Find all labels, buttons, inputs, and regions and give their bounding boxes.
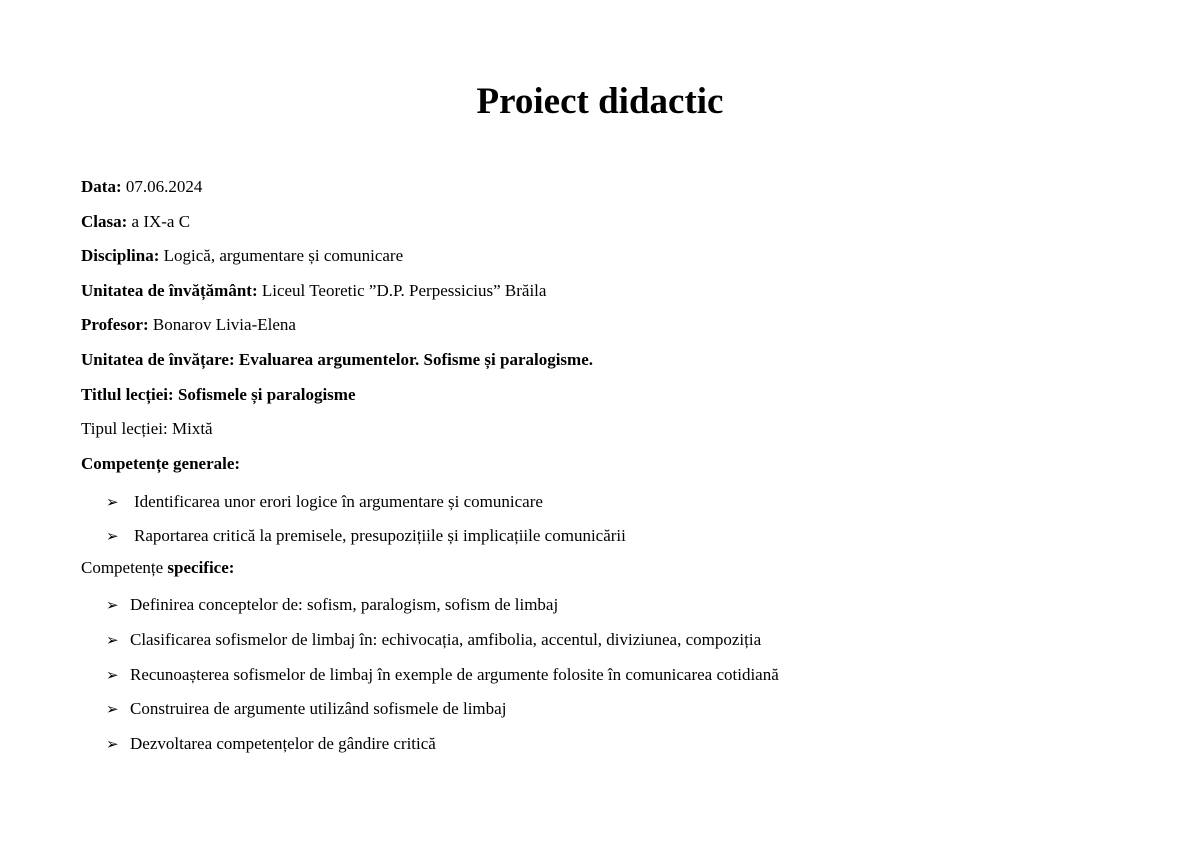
field-clasa-value: a IX-a C [131,211,191,231]
field-profesor-label: Profesor: [81,315,149,335]
list-item [81,727,1131,762]
field-unitatea-invatamant-value: Liceul Teoretic ”D.P. Perpessicius” Brăila [261,280,547,300]
list-item [81,623,1131,658]
field-titlul-lectiei [81,381,1131,416]
field-disciplina-value: Logică, argumentare și comunicare [163,246,404,266]
competenta-generala-text: Identificarea unor erori logice în argumentare și comunicare [134,491,543,511]
competenta-specifica-text: Construirea de argumente utilizând sofismele de limbaj [130,699,507,719]
competente-specifice-heading-bold: specifice: [167,557,235,577]
field-clasa-label: Clasa: [81,211,128,231]
field-unitatea-invatare-label: Unitatea de învățare: [81,349,235,369]
field-data-label: Data: [81,177,122,196]
competenta-specifica-text: Definirea conceptelor de: sofism, paralogism, sofism de limbaj [130,595,559,615]
competente-specifice-heading [81,554,1131,589]
field-unitatea-invatamant-label: Unitatea de învățământ: [81,280,258,300]
field-titlul-lectiei-value: Sofismele și paralogisme [177,384,356,404]
competenta-specifica-text: Recunoașterea sofismelor de limbaj în exemple de argumente folosite în comunicarea cotidiană [130,664,779,684]
list-item [81,519,1131,554]
field-unitatea-invatare [81,346,1131,381]
competenta-specifica-text: Clasificarea sofismelor de limbaj în: echivocația, amfibolia, accentul, diviziunea, compoziția [130,630,762,650]
field-unitatea-invatamant [81,277,1131,312]
list-item [81,484,1131,519]
competenta-specifica-text: Dezvoltarea competențelor de gândire critică [130,733,436,753]
field-clasa [81,208,1131,243]
list-item [81,588,1131,623]
list-item [81,657,1131,692]
field-disciplina-label: Disciplina: [81,246,160,266]
field-titlul-lectiei-label: Titlul lecției: [81,384,174,404]
field-unitatea-invatare-value: Evaluarea argumentelor. Sofisme și paralogisme. [238,349,594,369]
arrow-bullet-icon: ➢ [106,492,119,511]
field-data [81,173,1131,208]
field-tipul-lectiei: Tipul lecției: Mixtă [81,419,213,439]
lesson-details [81,173,1131,761]
list-item [81,692,1131,727]
competente-generale-heading: Competențe generale: [81,453,241,473]
field-disciplina [81,242,1131,277]
competenta-generala-text: Raportarea critică la premisele, presupozițiile și implicațiile comunicării [134,526,626,546]
field-profesor-value: Bonarov Livia-Elena [152,315,296,335]
arrow-bullet-icon: ➢ [106,596,119,615]
competente-specifice-heading-plain: Competențe [81,557,164,577]
arrow-bullet-icon: ➢ [106,734,119,753]
arrow-bullet-icon: ➢ [106,527,119,546]
field-data-value: 07.06.2024 [125,177,203,196]
page-title: Proiect didactic [476,81,724,122]
arrow-bullet-icon: ➢ [106,665,119,684]
arrow-bullet-icon: ➢ [106,700,119,719]
field-profesor [81,311,1131,346]
arrow-bullet-icon: ➢ [106,631,119,650]
